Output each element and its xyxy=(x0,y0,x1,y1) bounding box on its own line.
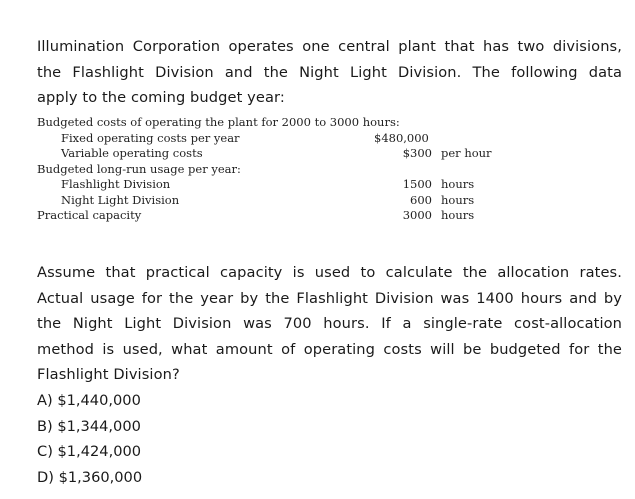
budget-section-title-row xyxy=(37,115,537,131)
nightlight-label: Night Light Division xyxy=(61,192,180,207)
flashlight-label: Flashlight Division xyxy=(61,177,171,191)
nightlight-row xyxy=(37,193,537,209)
question-line: Flashlight Division? xyxy=(37,366,180,383)
budget-table xyxy=(37,115,537,224)
intro-line: apply to the coming budget year: xyxy=(37,89,285,106)
answer-options xyxy=(37,388,142,490)
intro-paragraph xyxy=(37,34,622,111)
intro-line: Illumination Corporation operates one central plant that has two divisions, xyxy=(37,38,622,55)
capacity-label: Practical capacity xyxy=(37,208,142,222)
variable-costs-unit: per hour xyxy=(441,146,492,160)
variable-costs-row xyxy=(37,146,537,162)
nightlight-unit: hours xyxy=(441,192,475,207)
question-line: Actual usage for the year by the Flashlight Division was 1400 hours and by xyxy=(37,289,622,307)
fixed-costs-value: $480,000 xyxy=(374,130,429,145)
variable-costs-value: $300 xyxy=(402,146,432,160)
capacity-value: 3000 xyxy=(402,208,432,222)
fixed-costs-row xyxy=(37,131,537,147)
variable-costs-label: Variable operating costs xyxy=(61,146,203,160)
budget-section-title: Budgeted costs of operating the plant for 2000 to 3000 hours: xyxy=(37,115,400,129)
option-c[interactable]: C) $1,424,000 xyxy=(37,443,142,460)
nightlight-value: 600 xyxy=(410,192,432,207)
question-line: the Night Light Division was 700 hours. If a single-rate cost-allocation xyxy=(37,315,622,332)
option-d[interactable]: D) $1,360,000 xyxy=(37,468,143,486)
capacity-row xyxy=(37,208,537,224)
question-paragraph xyxy=(37,260,622,388)
fixed-costs-label: Fixed operating costs per year xyxy=(61,130,240,145)
flashlight-unit: hours xyxy=(441,177,475,191)
option-b[interactable]: B) $1,344,000 xyxy=(37,417,141,435)
flashlight-row xyxy=(37,177,537,193)
intro-line: the Flashlight Division and the Night Light Division. The following data xyxy=(37,63,622,81)
usage-title: Budgeted long-run usage per year: xyxy=(37,161,241,176)
capacity-unit: hours xyxy=(441,208,475,222)
option-a[interactable]: A) $1,440,000 xyxy=(37,392,141,409)
usage-title-row xyxy=(37,162,537,178)
question-line: method is used, what amount of operating costs will be budgeted for the xyxy=(37,340,622,358)
question-line: Assume that practical capacity is used to calculate the allocation rates. xyxy=(37,264,622,281)
flashlight-value: 1500 xyxy=(402,177,432,191)
